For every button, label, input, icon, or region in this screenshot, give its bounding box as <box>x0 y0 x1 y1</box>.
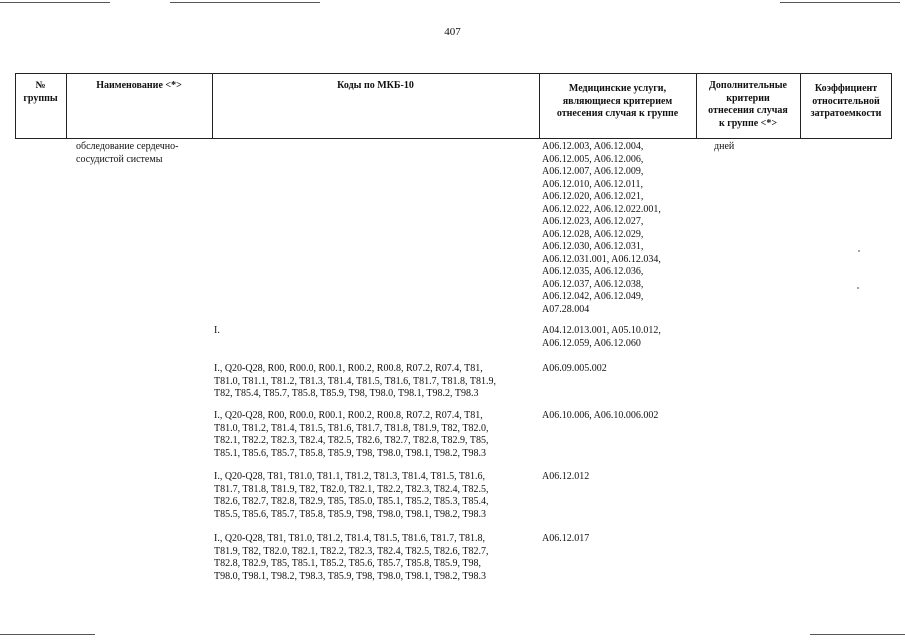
row-2-services: A04.12.013.001, A05.10.012, A06.12.059, A06.12.060 <box>542 325 661 349</box>
header-group-number: № группы <box>23 80 58 104</box>
scan-edge-bottom-right <box>810 634 905 635</box>
row-4-services: A06.10.006, A06.10.006.002 <box>542 410 659 421</box>
row-1-services: A06.12.003, A06.12.004, A06.12.005, A06.12.006, A06.12.007, A06.12.009, A06.12.010, A06.12.011, A06.12.020, A06.12.021, A06.12.022, A06.12.022.001, A06.12.023, A06.12.027, A06.12.028, A06.12.029, A06.12.030, A06.12.031, A06.12.031.001, A06.12.034, A06.12.035, A06.12.036, A06.12.037, A06.12.038, A06.12.042, A06.12.049, A07.28.004 <box>542 141 661 315</box>
header-additional-criteria: Дополнительные критерии отнесения случая к группе <*> <box>708 80 788 129</box>
row-3-codes: I., Q20-Q28, R00, R00.0, R00.1, R00.2, R00.8, R07.2, R07.4, T81, T81.0, T81.1, T81.2, T81.3, T81.4, T81.5, T81.6, T81.7, T81.8, T81.9, T82, T85.4, T85.7, T85.8, T85.9, T98, T98.0, T98.1, T98.2, T98.3 <box>214 363 496 399</box>
scan-edge-top-left <box>0 2 110 3</box>
row-6-services: A06.12.017 <box>542 533 590 544</box>
row-4-codes: I., Q20-Q28, R00, R00.0, R00.1, R00.2, R00.8, R07.2, R07.4, T81, T81.0, T81.2, T81.4, T81.5, T81.6, T81.7, T81.8, T81.9, T82, T82.0, T82.1, T82.2, T82.3, T82.4, T82.5, T82.6, T82.7, T82.8, T82.9, T85, T85.1, T85.6, T85.7, T85.8, T85.9, T98, T98.0, T98.1, T98.2, T98.3 <box>214 410 489 459</box>
row-5-services: A06.12.012 <box>542 471 590 482</box>
row-3-services: A06.09.005.002 <box>542 363 607 374</box>
row-6-codes: I., Q20-Q28, T81, T81.0, T81.2, T81.4, T81.5, T81.6, T81.7, T81.8, T81.9, T82, T82.0, T82.1, T82.2, T82.3, T82.4, T82.5, T82.6, T82.7, T82.8, T82.9, T85, T85.1, T85.2, T85.6, T85.7, T85.8, T85.9, T98, T98.0, T98.1, T98.2, T98.3, T85.9, T98, T98.0, T98.1, T98.2, T98.3 <box>214 533 489 582</box>
row-1-name: обследование сердечно- сосудистой системы <box>76 141 179 165</box>
header-cost-coefficient: Коэффициент относительной затратоемкости <box>810 83 882 119</box>
row-2-codes: I. <box>214 325 220 336</box>
row-5-codes: I., Q20-Q28, T81, T81.0, T81.1, T81.2, T81.3, T81.4, T81.5, T81.6, T81.7, T81.8, T81.9, T82, T82.0, T82.1, T82.2, T82.3, T82.4, T82.5, T82.6, T82.7, T82.8, T82.9, T85, T85.0, T85.1, T85.2, T85.3, T85.4, T85.5, T85.6, T85.7, T85.8, T85.9, T98, T98.0, T98.1, T98.2, T98.3 <box>214 471 489 520</box>
scan-edge-top-right <box>780 2 900 3</box>
header-medical-services: Медицинские услуги, являющиеся критерием отнесения случая к группе <box>556 83 679 119</box>
scan-edge-top-mid <box>170 2 320 3</box>
header-icd10-codes: Коды по МКБ-10 <box>337 80 414 91</box>
scan-speck <box>857 287 859 289</box>
scan-edge-bottom-left <box>0 634 95 635</box>
page-number: 407 <box>444 26 461 38</box>
row-1-additional-criteria: дней <box>714 141 735 152</box>
table-header <box>15 73 892 139</box>
scan-speck <box>858 250 860 252</box>
header-name: Наименование <*> <box>96 80 182 91</box>
